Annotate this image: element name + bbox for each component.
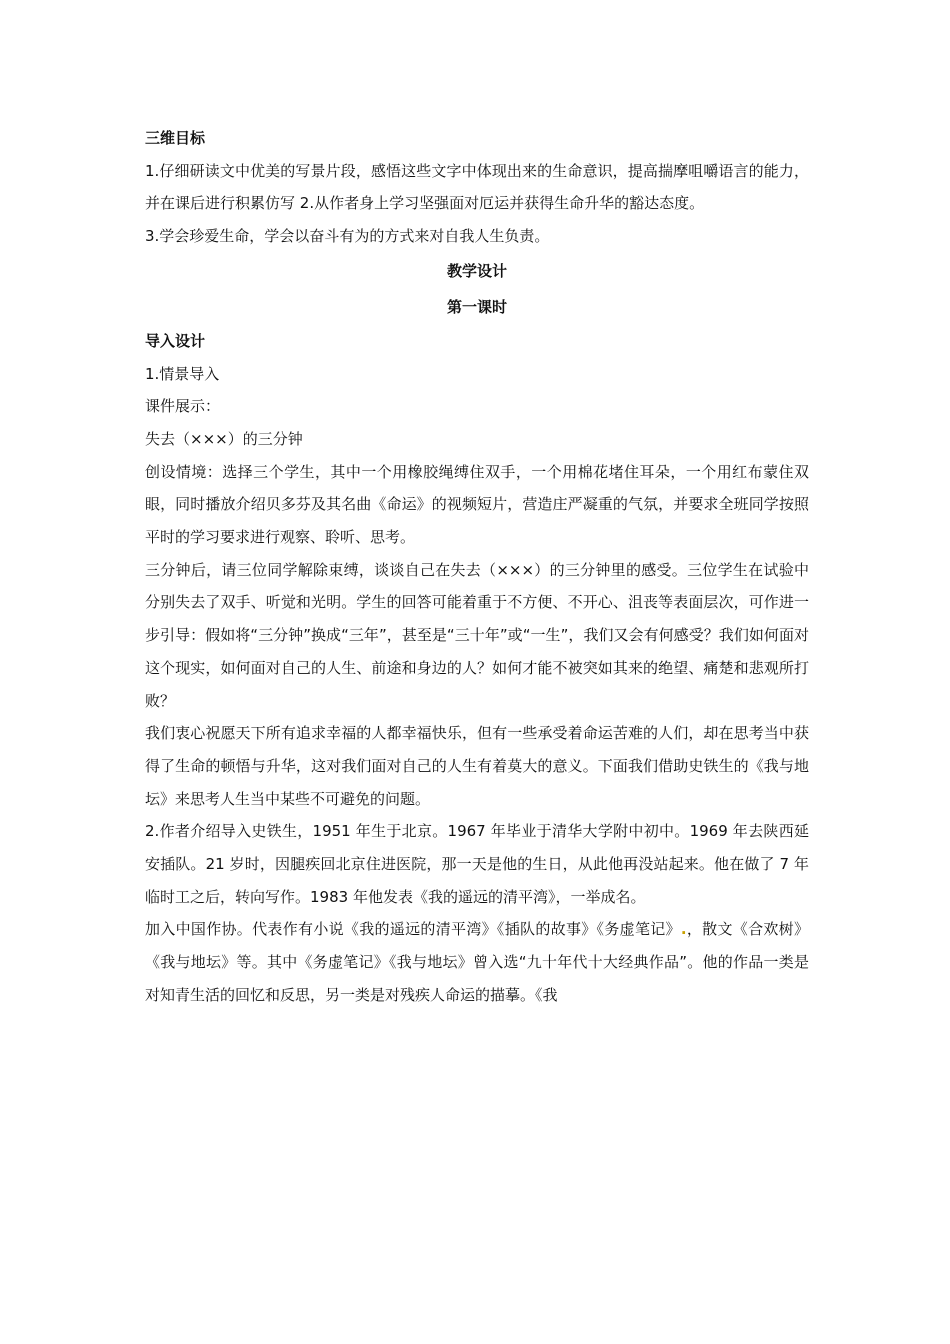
lesson-title: 第一课时 [446,297,507,316]
author-paragraph-a: 2.作者介绍导入史铁生，1951 年生于北京。1967 年毕业于清华大学附中初中。1969 年去陕西延安插队。21 岁时，因腿疾回北京住进医院，那一天是他的生日，从此他再没站起来。他在做了 7 年临时工之后，转向写作。1983 年他发表《我的遥远的清平湾》，一举成名。 [145,822,809,906]
intro-item-1: 1.情景导入 [145,364,220,383]
section-title-design: 教学设计 [446,261,507,280]
document-body [145,122,809,1012]
courseware-title: 失去（×××）的三分钟 [145,429,303,448]
scenario-paragraph: 创设情境：选择三个学生，其中一个用橡胶绳缚住双手，一个用棉花堵住耳朵，一个用红布蒙住双眼，同时播放介绍贝多芬及其名曲《命运》的视频短片，营造庄严凝重的气氛，并要求全班同学按照平时的学习要求进行观察、聆听、思考。 [145,462,809,547]
section-title-intro: 导入设计 [145,331,206,350]
section-title-goals: 三维目标 [145,129,206,147]
after-paragraph: 三分钟后，请三位同学解除束缚，谈谈自己在失去（×××）的三分钟里的感受。三位学生在试验中分别失去了双手、听觉和光明。学生的回答可能着重于不方便、不开心、沮丧等表面层次，可作进一步引导：假如将“三分钟”换成“三年”，甚至是“三十年”或“一生”，我们又会有何感受？我们如何面对这个现实，如何面对自己的人生、前途和身边的人？如何才能不被突如其来的绝望、痛楚和悲观所打败？ [145,560,809,710]
author-paragraph-b [145,913,809,1011]
wish-paragraph: 我们衷心祝愿天下所有追求幸福的人都幸福快乐，但有一些承受着命运苦难的人们，却在思考当中获得了生命的顿悟与升华，这对我们面对自己的人生有着莫大的意义。下面我们借助史铁生的《我与地坛》来思考人生当中某些不可避免的问题。 [145,724,809,808]
goal-paragraph-2: 3.学会珍爱生命，学会以奋斗有为的方式来对自我人生负责。 [145,227,550,246]
author-text-part-1: 加入中国作协。代表作有小说《我的遥远的清平湾》《插队的故事》《务虚笔记》 [145,920,681,939]
stray-dot: . [680,920,687,939]
author-text-part-2: ，散文《合欢树》《我与地坛》等。其中《务虚笔记》《我与地坛》曾入选“九十年代十大经典作品”。他的作品一类是对知青生活的回忆和反思，另一类是对残疾人命运的描摹。《我 [145,920,809,1004]
goal-paragraph-1: 1.仔细研读文中优美的写景片段，感悟这些文字中体现出来的生命意识，提高揣摩咀嚼语言的能力，并在课后进行积累仿写 2.从作者身上学习坚强面对厄运并获得生命升华的豁达态度。 [145,161,809,213]
courseware-label: 课件展示： [145,397,221,416]
